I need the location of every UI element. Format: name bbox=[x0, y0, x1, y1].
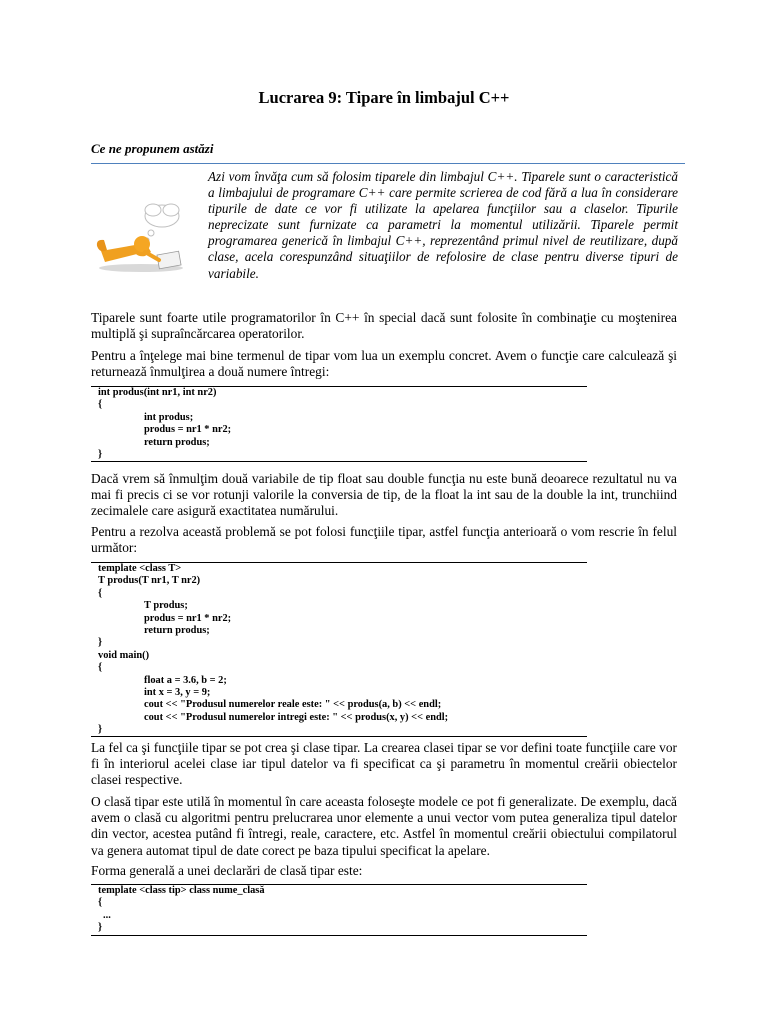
paragraph: Pentru a rezolva această problemă se pot folosi funcţiile tipar, astfel funcţia anterioară o vom rescrie în felul următor: bbox=[91, 524, 677, 556]
paragraph: La fel ca şi funcţiile tipar se pot crea şi clase tipar. La crearea clasei tipar se vor defini toate funcţiile care vor fi în interiorul acelei clase iar tipul datelor va fi specificat ca şi parametru în momentul creării obiectelor clasei respective. bbox=[91, 740, 677, 788]
section-divider bbox=[91, 163, 685, 164]
code-line: cout << "Produsul numerelor intregi este: " << produs(x, y) << endl; bbox=[144, 711, 449, 723]
code-line: T produs; bbox=[144, 600, 188, 612]
code-line: template <class tip> class nume_clasă bbox=[98, 885, 265, 896]
code-line: { bbox=[98, 897, 103, 909]
page-title: Lucrarea 9: Tipare în limbajul C++ bbox=[258, 88, 510, 107]
code-line: produs = nr1 * nr2; bbox=[144, 612, 232, 624]
code-line: template <class T> bbox=[98, 563, 182, 574]
code-line: return produs; bbox=[144, 436, 210, 448]
code-line: { bbox=[98, 399, 103, 411]
code-line: } bbox=[98, 724, 103, 736]
code-line: T produs(T nr1, T nr2) bbox=[98, 575, 201, 587]
paragraph: Dacă vrem să înmulţim două variabile de tip float sau double funcţia nu este bună deoarece rezultatul nu va mai fi precis ci se vor rotunji valorile la conversia de tip, de la float la int sau de la double la int, trunchiind zecimalele care asigură exactitatea numărului. bbox=[91, 471, 677, 519]
paragraph: Tiparele sunt foarte utile programatorilor în C++ în special dacă sunt folosite în combinaţie cu moştenirea multiplă şi supraîncărcarea operatorilor. bbox=[91, 310, 677, 342]
code-block-3 bbox=[91, 884, 587, 936]
code-line: void main() bbox=[98, 649, 150, 661]
code-line: } bbox=[98, 448, 103, 460]
code-line: float a = 3.6, b = 2; bbox=[144, 674, 227, 686]
code-line: int x = 3, y = 9; bbox=[144, 686, 211, 698]
code-line: int produs(int nr1, int nr2) bbox=[98, 387, 217, 398]
code-line: { bbox=[98, 662, 103, 674]
code-block-2 bbox=[91, 562, 587, 737]
code-line: return produs; bbox=[144, 624, 210, 636]
code-line: { bbox=[98, 587, 103, 599]
intro-text: Azi vom învăţa cum să folosim tiparele din limbajul C++. Tiparele sunt o caracteristică a limbajului de programare C++ care permite scrierea de cod fără a lua în considerare tipurile de date ce vor fi utilizate la apelarea funcţiilor sau a claselor. Tipurile neprecizate sunt furnizate ca parametri la momentul utilizării. Tiparele permit programarea generică în limbajul C++, reprezentând primul nivel de reutilizare, după clase, acela corespunzând situaţiilor de refolosire de clase pentru diverse tipuri de variabile. bbox=[208, 169, 678, 281]
section-heading: Ce ne propunem astăzi bbox=[91, 141, 214, 156]
paragraph: Pentru a înţelege mai bine termenul de tipar vom lua un exemplu concret. Avem o funcţie care calculează şi returnează înmulţirea a două numere întregi: bbox=[91, 348, 677, 380]
paragraph: O clasă tipar este utilă în momentul în care aceasta foloseşte modele ce pot fi generalizate. De exemplu, dacă avem o clasă cu algoritmi pentru prelucrarea unor elemente a unui vector vom putea generaliza tipul datelor din vector, acestea putând fi întregi, reale, caractere, etc. Astfel în momentul creării obiectului compilatorul va genera automat tipul de date corect pe baza tipului specificat la apelare. bbox=[91, 794, 677, 858]
code-line: int produs; bbox=[144, 411, 194, 423]
thinking-figure-icon bbox=[95, 196, 195, 276]
paragraph: Forma generală a unei declarări de clasă tipar este: bbox=[91, 863, 363, 878]
code-line: ... bbox=[103, 909, 111, 921]
code-line: } bbox=[98, 922, 103, 934]
code-line: cout << "Produsul numerelor reale este: " << produs(a, b) << endl; bbox=[144, 699, 442, 711]
code-line: produs = nr1 * nr2; bbox=[144, 424, 232, 436]
code-block-1 bbox=[91, 386, 587, 462]
code-line: } bbox=[98, 637, 103, 649]
